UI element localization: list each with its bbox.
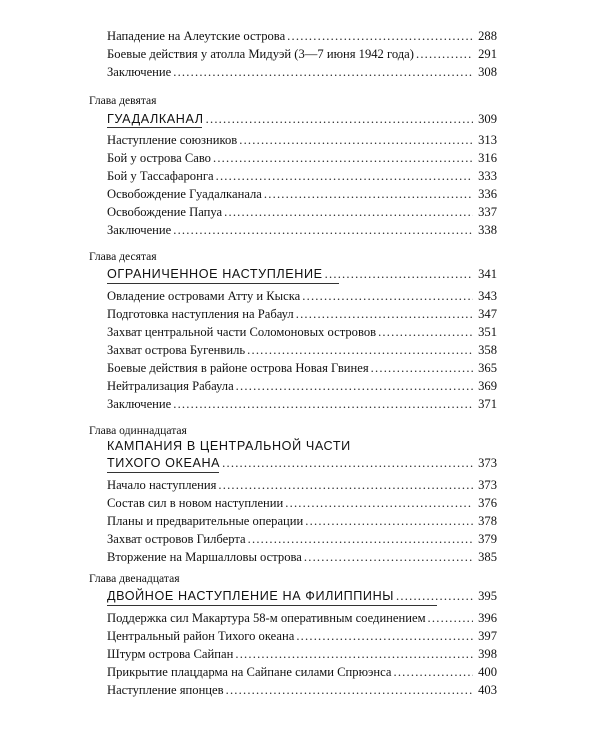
toc-entry-title: Заключение [107,65,172,79]
dot-leader [296,306,473,322]
toc-entry [107,306,497,322]
dot-leader [224,204,473,220]
dot-leader [218,477,473,493]
toc-entry-title: Захват островов Гилберта [107,532,246,546]
toc-entry-title: Боевые действия у атолла Мидуэй (3—7 июня 1942 года) [107,47,414,61]
toc-entry [107,64,497,80]
dot-leader [213,150,473,166]
toc-entry-title: Освобождение Гуадалканала [107,187,262,201]
dot-leader [248,531,473,547]
dot-leader [226,682,473,698]
toc-entry-page: 400 [478,665,497,679]
toc-entry-page: 313 [478,133,497,147]
toc-entry [107,168,497,184]
dot-leader [393,664,473,680]
toc-entry [107,324,497,340]
toc-entry-title: Штурм острова Сайпан [107,647,234,661]
section-rule [107,472,219,473]
dot-leader [173,222,473,238]
chapter-title-line1: КАМПАНИЯ В ЦЕНТРАЛЬНОЙ ЧАСТИ [107,439,351,453]
chapter-page: 309 [478,112,497,126]
toc-entry [107,360,497,376]
toc-entry-page: 398 [478,647,497,661]
dot-leader [428,610,473,626]
toc-entry-page: 373 [478,478,497,492]
dot-leader [173,64,473,80]
toc-entry-page: 343 [478,289,497,303]
toc-entry [107,150,497,166]
chapter-title-line2: ТИХОГО ОКЕАНА [107,456,221,470]
toc-entry [107,186,497,202]
toc-entry-page: 291 [478,47,497,61]
dot-leader [325,266,473,282]
toc-entry-title: Заключение [107,223,172,237]
dot-leader [216,168,473,184]
toc-entry-page: 316 [478,151,497,165]
dot-leader [247,342,473,358]
toc-entry [107,28,497,44]
chapter-title-line [107,266,497,282]
toc-entry-title: Состав сил в новом наступлении [107,496,284,510]
dot-leader [302,288,473,304]
chapter-title-line [107,588,497,604]
toc-entry-title: Нейтрализация Рабаула [107,379,234,393]
chapter-title: ГУАДАЛКАНАЛ [107,112,204,126]
toc-entry-page: 396 [478,611,497,625]
section-rule [107,127,202,128]
dot-leader [222,455,473,471]
toc-entry-page: 369 [478,379,497,393]
toc-entry [107,664,497,680]
toc-entry-title: Заключение [107,397,172,411]
toc-entry-title: Центральный район Тихого океана [107,629,295,643]
toc-entry-page: 358 [478,343,497,357]
chapter-title: ДВОЙНОЕ НАСТУПЛЕНИЕ НА ФИЛИППИНЫ [107,589,395,603]
toc-entry [107,396,497,412]
toc-entry-page: 308 [478,65,497,79]
chapter-title-line [107,111,497,127]
toc-entry [107,132,497,148]
toc-entry [107,610,497,626]
toc-entry-title: Поддержка сил Макартура 58-м оперативным соединением [107,611,426,625]
toc-entry-page: 385 [478,550,497,564]
toc-entry-page: 338 [478,223,497,237]
toc-entry-page: 336 [478,187,497,201]
dot-leader [206,111,473,127]
toc-entry-title: Овладение островами Атту и Кыска [107,289,301,303]
chapter-label: Глава десятая [89,250,157,263]
toc-entry-page: 347 [478,307,497,321]
toc-entry-title: Начало наступления [107,478,217,492]
toc-entry-title: Вторжение на Маршалловы острова [107,550,302,564]
dot-leader [305,513,473,529]
toc-entry-page: 365 [478,361,497,375]
chapter-title-line [107,455,497,471]
toc-entry-page: 333 [478,169,497,183]
toc-entry [107,549,497,565]
toc-entry [107,477,497,493]
toc-entry [107,513,497,529]
toc-entry-page: 397 [478,629,497,643]
toc-entry-title: Наступление японцев [107,683,224,697]
dot-leader [396,588,473,604]
toc-entry-page: 371 [478,397,497,411]
dot-leader [287,28,473,44]
toc-entry [107,682,497,698]
chapter-page: 395 [478,589,497,603]
toc-entry [107,531,497,547]
toc-entry-page: 351 [478,325,497,339]
toc-entry-page: 376 [478,496,497,510]
dot-leader [416,46,473,62]
toc-entry-page: 379 [478,532,497,546]
dot-leader [378,324,473,340]
toc-entry-title: Нападение на Алеутские острова [107,29,286,43]
chapter-page: 373 [478,456,497,470]
section-rule [107,605,437,606]
chapter-label: Глава двенадцатая [89,572,180,585]
toc-entry-page: 337 [478,205,497,219]
dot-leader [173,396,473,412]
dot-leader [371,360,473,376]
toc-entry [107,628,497,644]
toc-entry-title: Бой у острова Саво [107,151,211,165]
toc-entry-title: Наступление союзников [107,133,238,147]
toc-entry-page: 378 [478,514,497,528]
toc-entry-title: Подготовка наступления на Рабаул [107,307,294,321]
toc-entry [107,222,497,238]
dot-leader [239,132,473,148]
dot-leader [285,495,473,511]
toc-entry-title: Боевые действия в районе острова Новая Гвинея [107,361,369,375]
chapter-label: Глава девятая [89,94,157,107]
toc-entry-page: 288 [478,29,497,43]
dot-leader [235,646,473,662]
toc-entry-title: Планы и предварительные операции [107,514,304,528]
dot-leader [264,186,473,202]
toc-entry-title: Бой у Тассафаронга [107,169,214,183]
toc-entry [107,378,497,394]
chapter-page: 341 [478,267,497,281]
toc-entry-title: Освобождение Папуа [107,205,223,219]
toc-entry [107,342,497,358]
toc-entry-page: 403 [478,683,497,697]
toc-entry-title: Захват острова Бугенвиль [107,343,246,357]
toc-entry-title: Захват центральной части Соломоновых островов [107,325,377,339]
toc-entry [107,46,497,62]
dot-leader [304,549,473,565]
toc-entry-title: Прикрытие плацдарма на Сайпане силами Спрюэнса [107,665,392,679]
toc-entry [107,204,497,220]
chapter-label: Глава одиннадцатая [89,424,187,437]
toc-entry [107,288,497,304]
section-rule [107,283,339,284]
chapter-title: ОГРАНИЧЕННОЕ НАСТУПЛЕНИЕ [107,267,323,281]
dot-leader [236,378,473,394]
dot-leader [296,628,473,644]
toc-entry [107,495,497,511]
toc-entry [107,646,497,662]
